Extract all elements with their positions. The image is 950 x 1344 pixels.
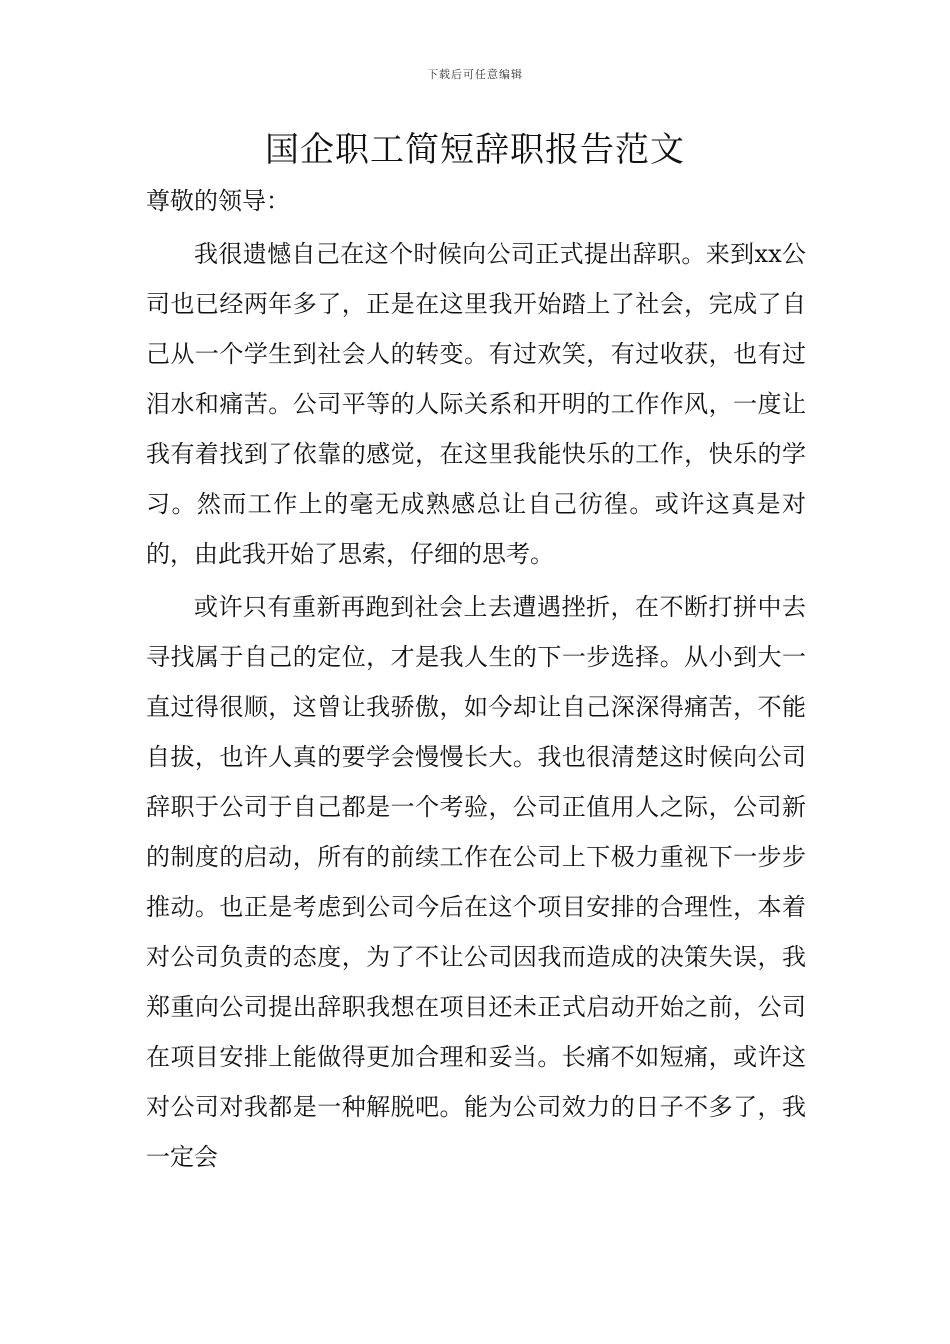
document-body	[146, 176, 806, 1182]
paragraph-2: 或许只有重新再跑到社会上去遭遇挫折，在不断打拼中去寻找属于自己的定位，才是我人生的下一步选择。从小到大一直过得很顺，这曾让我骄傲，如今却让自己深深得痛苦，不能自拔，也许人真的要学会慢慢长大。我也很清楚这时候向公司辞职于公司于自己都是一个考验，公司正值用人之际，公司新的制度的启动，所有的前续工作在公司上下极力重视下一步步推动。也正是考虑到公司今后在这个项目安排的合理性，本着对公司负责的态度，为了不让公司因我而造成的决策失误，我郑重向公司提出辞职我想在项目还未正式启动开始之前，公司在项目安排上能做得更加合理和妥当。长痛不如短痛，或许这对公司对我都是一种解脱吧。能为公司效力的日子不多了，我一定会	[146, 593, 806, 1171]
salutation: 尊敬的领导：	[146, 187, 290, 215]
document-title: 国企职工简短辞职报告范文	[265, 130, 685, 170]
paragraph-1: 我很遗憾自己在这个时候向公司正式提出辞职。来到xx公司也已经两年多了，正是在这里我开始踏上了社会，完成了自己从一个学生到社会人的转变。有过欢笑，有过收获，也有过泪水和痛苦。公司平等的人际关系和开明的工作作风，一度让我有着找到了依靠的感觉，在这里我能快乐的工作，快乐的学习。然而工作上的毫无成熟感总让自己彷徨。或许这真是对的，由此我开始了思索，仔细的思考。	[146, 240, 806, 568]
header-note: 下载后可任意编辑	[427, 68, 523, 81]
